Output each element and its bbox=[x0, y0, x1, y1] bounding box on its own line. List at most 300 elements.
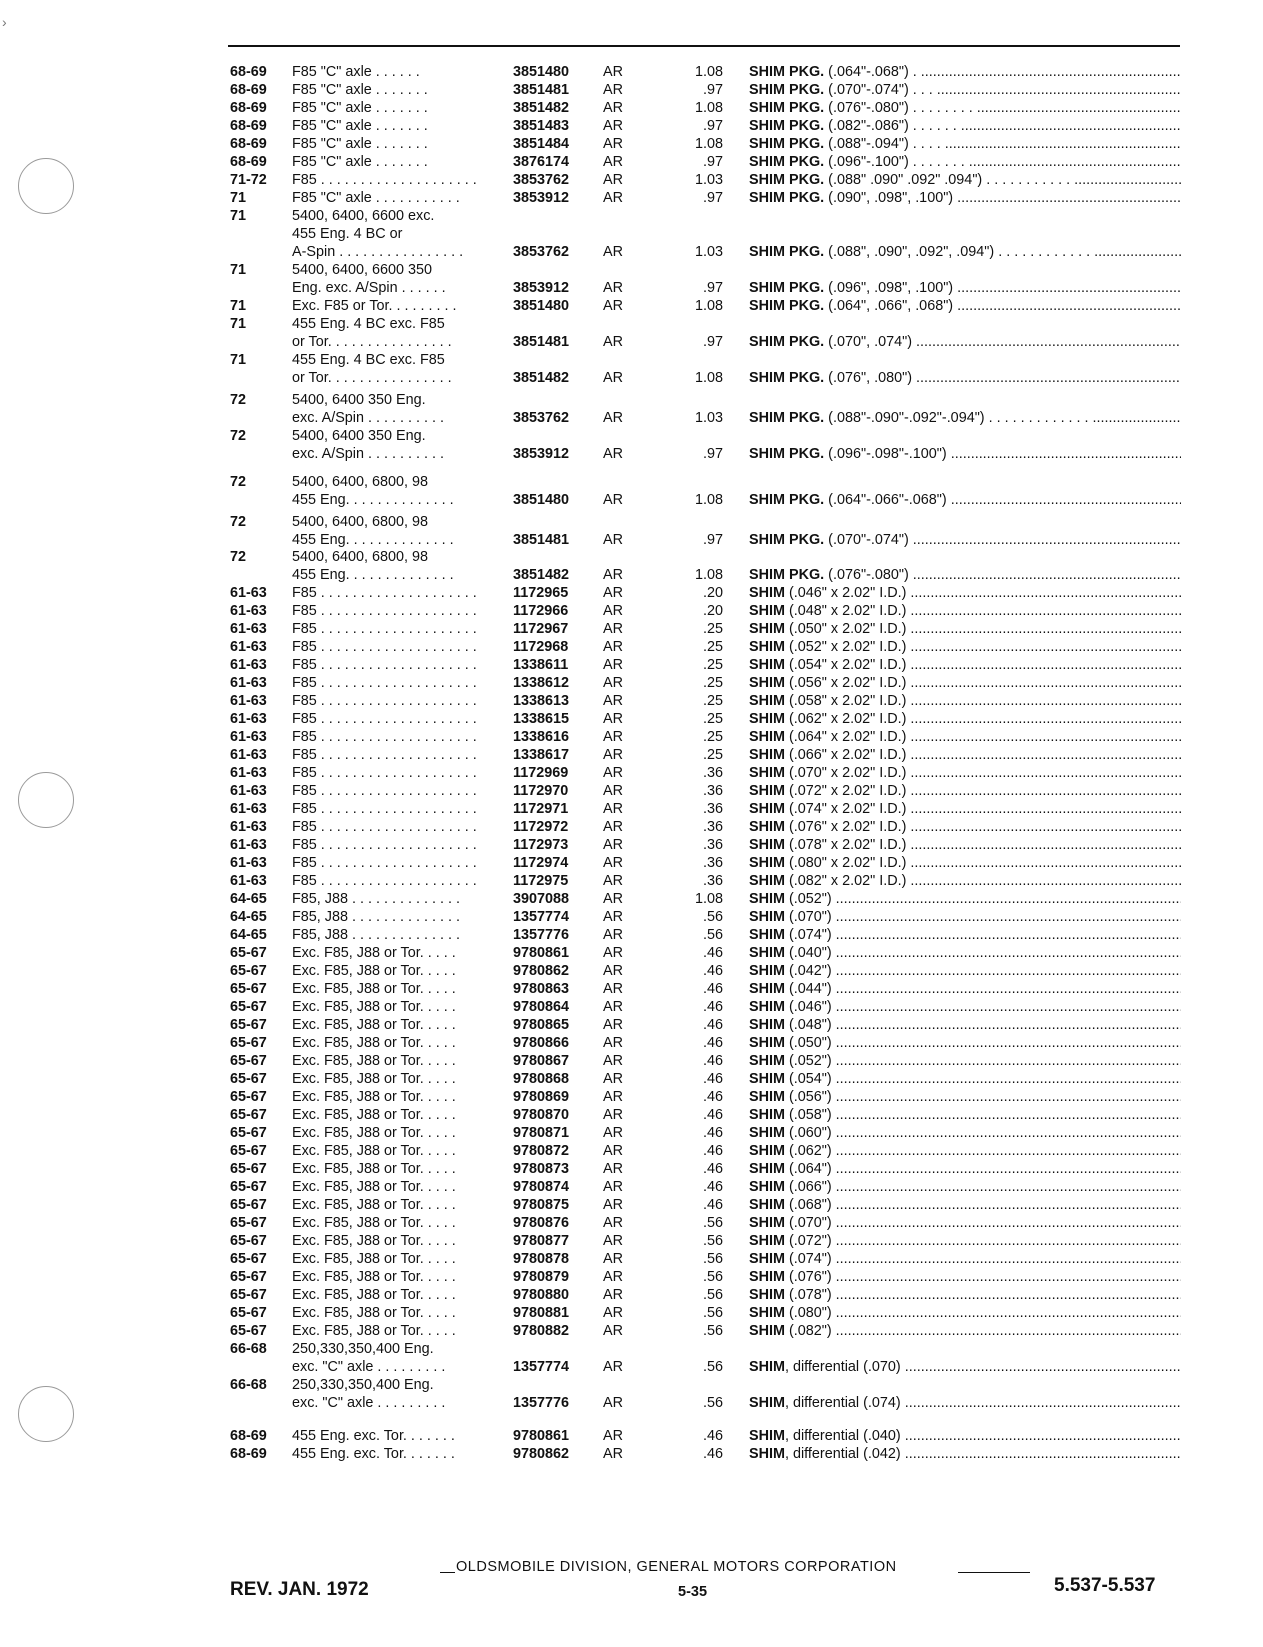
unit: AR bbox=[603, 532, 623, 548]
model-year: 65-67 bbox=[230, 1017, 267, 1033]
application: Exc. F85 or Tor. . . . . . . . . bbox=[292, 298, 457, 314]
unit: AR bbox=[603, 154, 623, 170]
description-detail: (.076"-.080") . . . . . . . . ..... bbox=[824, 100, 1181, 116]
price: .97 bbox=[702, 532, 723, 548]
price: .46 bbox=[702, 981, 723, 997]
description bbox=[749, 1016, 1181, 1034]
description-detail: (.096", .098", .100") ..... bbox=[824, 280, 1181, 296]
description-label: SHIM bbox=[749, 1161, 785, 1177]
description-detail: (.070" x 2.02" I.D.) ..... bbox=[785, 765, 1181, 781]
description-detail: (.048" x 2.02" I.D.) ..... bbox=[785, 603, 1181, 619]
description-label: SHIM PKG. bbox=[749, 370, 825, 386]
description-label: SHIM bbox=[749, 927, 785, 943]
price: .56 bbox=[702, 909, 723, 925]
application: F85 . . . . . . . . . . . . . . . . . . . . bbox=[292, 693, 477, 709]
description bbox=[749, 854, 1181, 872]
description-detail: (.088"-.090"-.092"-.094") . . . . . . . . . . . . . ..... bbox=[824, 410, 1181, 426]
part-number: 3853912 bbox=[513, 280, 570, 296]
unit: AR bbox=[603, 567, 623, 583]
part-number: 1172971 bbox=[513, 801, 569, 817]
model-year: 65-67 bbox=[230, 1035, 267, 1051]
unit: AR bbox=[603, 639, 623, 655]
description bbox=[749, 1445, 1181, 1463]
unit: AR bbox=[603, 446, 623, 462]
application: or Tor. . . . . . . . . . . . . . . . bbox=[292, 334, 452, 350]
price: .97 bbox=[702, 280, 723, 296]
model-year: 71 bbox=[230, 208, 247, 224]
description-detail: (.064", .066", .068") ..... bbox=[824, 298, 1181, 314]
unit: AR bbox=[603, 837, 623, 853]
description-detail: (.066") ..... bbox=[785, 1179, 1181, 1195]
application: F85 . . . . . . . . . . . . . . . . . . . . bbox=[292, 639, 477, 655]
description-label: SHIM bbox=[749, 1179, 785, 1195]
model-year: 72 bbox=[230, 428, 247, 444]
price: .36 bbox=[702, 801, 723, 817]
application: F85 "C" axle . . . . . . . . . . . bbox=[292, 190, 460, 206]
description-label: SHIM bbox=[749, 747, 785, 763]
model-year: 72 bbox=[230, 392, 247, 408]
description-detail: (.078" x 2.02" I.D.) ..... bbox=[785, 837, 1181, 853]
application: F85 "C" axle . . . . . . . bbox=[292, 118, 428, 134]
description-label: SHIM bbox=[749, 1269, 785, 1285]
part-number: 9780882 bbox=[513, 1323, 570, 1339]
description-label: SHIM bbox=[749, 1287, 785, 1303]
model-year: 64-65 bbox=[230, 909, 267, 925]
model-year: 71 bbox=[230, 316, 247, 332]
application: Exc. F85, J88 or Tor. . . . . bbox=[292, 981, 456, 997]
price: .25 bbox=[702, 693, 723, 709]
description-label: SHIM bbox=[749, 1251, 785, 1267]
description-label: SHIM bbox=[749, 801, 785, 817]
description-label: SHIM bbox=[749, 963, 785, 979]
application: F85 . . . . . . . . . . . . . . . . . . . . bbox=[292, 837, 477, 853]
model-year: 65-67 bbox=[230, 1197, 267, 1213]
description-detail: (.068") ..... bbox=[785, 1197, 1181, 1213]
unit: AR bbox=[603, 1428, 623, 1444]
footer-corporation: OLDSMOBILE DIVISION, GENERAL MOTORS CORPORATION bbox=[456, 1559, 897, 1575]
model-year: 65-67 bbox=[230, 1215, 267, 1231]
price: .46 bbox=[702, 999, 723, 1015]
price: .56 bbox=[702, 927, 723, 943]
unit: AR bbox=[603, 190, 623, 206]
unit: AR bbox=[603, 675, 623, 691]
application: F85 . . . . . . . . . . . . . . . . . . . . bbox=[292, 747, 477, 763]
description-detail: (.088", .090", .092", .094") . . . . . . . . . . . . ..... bbox=[824, 244, 1181, 260]
description-label: SHIM bbox=[749, 693, 785, 709]
price: .25 bbox=[702, 747, 723, 763]
application: F85 . . . . . . . . . . . . . . . . . . . . bbox=[292, 783, 477, 799]
part-number: 1172975 bbox=[513, 873, 569, 889]
model-year: 68-69 bbox=[230, 64, 267, 80]
description-detail: (.080" x 2.02" I.D.) ..... bbox=[785, 855, 1181, 871]
unit: AR bbox=[603, 136, 623, 152]
price: .46 bbox=[702, 1071, 723, 1087]
footer-revision: REV. JAN. 1972 bbox=[230, 1579, 369, 1600]
application: 5400, 6400 350 Eng. bbox=[292, 392, 426, 408]
description-detail: (.054" x 2.02" I.D.) ..... bbox=[785, 657, 1181, 673]
part-number: 9780861 bbox=[513, 1428, 570, 1444]
model-year: 65-67 bbox=[230, 1251, 267, 1267]
description-label: SHIM bbox=[749, 621, 785, 637]
description-label: SHIM bbox=[749, 1323, 785, 1339]
part-number: 1172973 bbox=[513, 837, 569, 853]
footer-rule-left bbox=[440, 1572, 455, 1573]
description-detail: (.082") ..... bbox=[785, 1323, 1181, 1339]
part-number: 9780880 bbox=[513, 1287, 570, 1303]
application: F85 . . . . . . . . . . . . . . . . . . . . bbox=[292, 765, 477, 781]
unit: AR bbox=[603, 1305, 623, 1321]
price: .97 bbox=[702, 82, 723, 98]
application: Exc. F85, J88 or Tor. . . . . bbox=[292, 1143, 456, 1159]
description-detail: (.062") ..... bbox=[785, 1143, 1181, 1159]
unit: AR bbox=[603, 747, 623, 763]
description-label: SHIM PKG. bbox=[749, 567, 825, 583]
description-label: SHIM bbox=[749, 1035, 785, 1051]
description-detail: , differential (.042) ..... bbox=[785, 1446, 1181, 1462]
description-detail: (.062" x 2.02" I.D.) ..... bbox=[785, 711, 1181, 727]
unit: AR bbox=[603, 1287, 623, 1303]
application: Exc. F85, J88 or Tor. . . . . bbox=[292, 1053, 456, 1069]
description bbox=[749, 1304, 1181, 1322]
description bbox=[749, 620, 1181, 638]
application: F85 "C" axle . . . . . . . bbox=[292, 100, 428, 116]
unit: AR bbox=[603, 1359, 623, 1375]
price: .46 bbox=[702, 1179, 723, 1195]
description-detail: (.064"-.068") . ..... bbox=[824, 64, 1181, 80]
model-year: 65-67 bbox=[230, 1053, 267, 1069]
model-year: 61-63 bbox=[230, 819, 267, 835]
application: F85 . . . . . . . . . . . . . . . . . . . . bbox=[292, 855, 477, 871]
unit: AR bbox=[603, 64, 623, 80]
application: F85 . . . . . . . . . . . . . . . . . . . . bbox=[292, 585, 477, 601]
description-label: SHIM PKG. bbox=[749, 298, 825, 314]
description bbox=[749, 728, 1181, 746]
application: exc. "C" axle . . . . . . . . . bbox=[292, 1395, 446, 1411]
part-number: 3851484 bbox=[513, 136, 570, 152]
price: .36 bbox=[702, 783, 723, 799]
model-year: 65-67 bbox=[230, 981, 267, 997]
description bbox=[749, 297, 1181, 315]
application: 455 Eng. 4 BC or bbox=[292, 226, 403, 242]
unit: AR bbox=[603, 118, 623, 134]
part-number: 9780878 bbox=[513, 1251, 570, 1267]
description bbox=[749, 908, 1181, 926]
price: 1.08 bbox=[694, 891, 723, 907]
price: .56 bbox=[702, 1251, 723, 1267]
description-detail: (.070") ..... bbox=[785, 1215, 1181, 1231]
price: 1.08 bbox=[694, 100, 723, 116]
description-detail: (.080") ..... bbox=[785, 1305, 1181, 1321]
part-number: 9780881 bbox=[513, 1305, 570, 1321]
part-number: 1357776 bbox=[513, 927, 570, 943]
model-year: 72 bbox=[230, 514, 247, 530]
part-number: 3851482 bbox=[513, 370, 570, 386]
description-detail: (.070", .074") ..... bbox=[824, 334, 1181, 350]
unit: AR bbox=[603, 693, 623, 709]
application: F85 . . . . . . . . . . . . . . . . . . . . bbox=[292, 711, 477, 727]
description-label: SHIM PKG. bbox=[749, 532, 825, 548]
unit: AR bbox=[603, 1089, 623, 1105]
price: .46 bbox=[702, 1053, 723, 1069]
unit: AR bbox=[603, 891, 623, 907]
description-detail: , differential (.040) ..... bbox=[785, 1428, 1181, 1444]
description-label: SHIM bbox=[749, 855, 785, 871]
description-label: SHIM PKG. bbox=[749, 82, 825, 98]
description-detail: (.088"-.094") . . . . ..... bbox=[824, 136, 1181, 152]
description bbox=[749, 117, 1181, 135]
description-label: SHIM bbox=[749, 1359, 785, 1375]
application: Exc. F85, J88 or Tor. . . . . bbox=[292, 945, 456, 961]
model-year: 61-63 bbox=[230, 693, 267, 709]
part-number: 1357776 bbox=[513, 1395, 570, 1411]
unit: AR bbox=[603, 819, 623, 835]
model-year: 65-67 bbox=[230, 945, 267, 961]
description-detail: (.050") ..... bbox=[785, 1035, 1181, 1051]
part-number: 9780876 bbox=[513, 1215, 570, 1231]
description-label: SHIM PKG. bbox=[749, 280, 825, 296]
description-detail: (.070"-.074") ..... bbox=[824, 532, 1181, 548]
part-number: 3853762 bbox=[513, 172, 570, 188]
price: .36 bbox=[702, 873, 723, 889]
model-year: 65-67 bbox=[230, 963, 267, 979]
description bbox=[749, 1160, 1181, 1178]
description-detail: (.056") ..... bbox=[785, 1089, 1181, 1105]
description bbox=[749, 710, 1181, 728]
unit: AR bbox=[603, 1143, 623, 1159]
description-label: SHIM bbox=[749, 729, 785, 745]
description-detail: (.066" x 2.02" I.D.) ..... bbox=[785, 747, 1181, 763]
application: F85 . . . . . . . . . . . . . . . . . . . . bbox=[292, 172, 477, 188]
description bbox=[749, 1232, 1181, 1250]
description-label: SHIM bbox=[749, 909, 785, 925]
price: .46 bbox=[702, 1428, 723, 1444]
application: Exc. F85, J88 or Tor. . . . . bbox=[292, 1269, 456, 1285]
application: Exc. F85, J88 or Tor. . . . . bbox=[292, 1197, 456, 1213]
model-year: 65-67 bbox=[230, 1269, 267, 1285]
part-number: 1338613 bbox=[513, 693, 570, 709]
application: F85 "C" axle . . . . . . . bbox=[292, 136, 428, 152]
model-year: 72 bbox=[230, 549, 247, 565]
part-number: 1338616 bbox=[513, 729, 570, 745]
description-label: SHIM bbox=[749, 675, 785, 691]
description bbox=[749, 782, 1181, 800]
part-number: 9780864 bbox=[513, 999, 570, 1015]
description-label: SHIM bbox=[749, 1107, 785, 1123]
description-label: SHIM bbox=[749, 1446, 785, 1462]
unit: AR bbox=[603, 172, 623, 188]
application: Exc. F85, J88 or Tor. . . . . bbox=[292, 1071, 456, 1087]
application: 5400, 6400, 6800, 98 bbox=[292, 549, 429, 565]
application: Exc. F85, J88 or Tor. . . . . bbox=[292, 1161, 456, 1177]
part-number: 3907088 bbox=[513, 891, 570, 907]
part-number: 9780872 bbox=[513, 1143, 570, 1159]
description bbox=[749, 944, 1181, 962]
unit: AR bbox=[603, 621, 623, 637]
description-label: SHIM PKG. bbox=[749, 100, 825, 116]
application: F85, J88 . . . . . . . . . . . . . . bbox=[292, 909, 460, 925]
part-number: 3853762 bbox=[513, 244, 570, 260]
description bbox=[749, 1286, 1181, 1304]
part-number: 1172974 bbox=[513, 855, 569, 871]
description-detail: (.088" .090" .092" .094") . . . . . . . . . . . ..... bbox=[824, 172, 1181, 188]
part-number: 1357774 bbox=[513, 1359, 570, 1375]
description-detail: (.042") ..... bbox=[785, 963, 1181, 979]
description bbox=[749, 656, 1181, 674]
unit: AR bbox=[603, 1035, 623, 1051]
price: .25 bbox=[702, 711, 723, 727]
price: 1.03 bbox=[694, 410, 723, 426]
application: Exc. F85, J88 or Tor. . . . . bbox=[292, 1089, 456, 1105]
application: Exc. F85, J88 or Tor. . . . . bbox=[292, 1125, 456, 1141]
model-year: 68-69 bbox=[230, 118, 267, 134]
description bbox=[749, 566, 1181, 584]
unit: AR bbox=[603, 1179, 623, 1195]
description bbox=[749, 81, 1181, 99]
model-year: 61-63 bbox=[230, 639, 267, 655]
description-detail: (.074") ..... bbox=[785, 927, 1181, 943]
price: .46 bbox=[702, 1197, 723, 1213]
description bbox=[749, 980, 1181, 998]
model-year: 61-63 bbox=[230, 783, 267, 799]
description bbox=[749, 800, 1181, 818]
part-number: 9780877 bbox=[513, 1233, 570, 1249]
part-number: 3853762 bbox=[513, 410, 570, 426]
description bbox=[749, 1124, 1181, 1142]
description bbox=[749, 1250, 1181, 1268]
part-number: 9780869 bbox=[513, 1089, 570, 1105]
description-detail: (.082" x 2.02" I.D.) ..... bbox=[785, 873, 1181, 889]
application: 455 Eng. . . . . . . . . . . . . . bbox=[292, 492, 454, 508]
application: F85 . . . . . . . . . . . . . . . . . . . . bbox=[292, 603, 477, 619]
description-detail: (.076") ..... bbox=[785, 1269, 1181, 1285]
part-number: 1172967 bbox=[513, 621, 569, 637]
model-year: 71 bbox=[230, 298, 247, 314]
description-label: SHIM PKG. bbox=[749, 136, 825, 152]
description bbox=[749, 153, 1181, 171]
description bbox=[749, 1358, 1181, 1376]
description-detail: (.076" x 2.02" I.D.) ..... bbox=[785, 819, 1181, 835]
unit: AR bbox=[603, 873, 623, 889]
description bbox=[749, 171, 1181, 189]
model-year: 68-69 bbox=[230, 154, 267, 170]
description bbox=[749, 836, 1181, 854]
model-year: 61-63 bbox=[230, 621, 267, 637]
unit: AR bbox=[603, 909, 623, 925]
description-label: SHIM bbox=[749, 1089, 785, 1105]
price: .56 bbox=[702, 1287, 723, 1303]
model-year: 61-63 bbox=[230, 837, 267, 853]
description-label: SHIM bbox=[749, 765, 785, 781]
part-number: 9780868 bbox=[513, 1071, 570, 1087]
description bbox=[749, 189, 1181, 207]
price: 1.03 bbox=[694, 244, 723, 260]
description-label: SHIM bbox=[749, 639, 785, 655]
price: 1.08 bbox=[694, 298, 723, 314]
application: Exc. F85, J88 or Tor. . . . . bbox=[292, 1215, 456, 1231]
footer-rule-right bbox=[958, 1572, 1030, 1573]
model-year: 65-67 bbox=[230, 1125, 267, 1141]
description bbox=[749, 584, 1181, 602]
unit: AR bbox=[603, 1107, 623, 1123]
model-year: 61-63 bbox=[230, 729, 267, 745]
price: .46 bbox=[702, 945, 723, 961]
application: F85 . . . . . . . . . . . . . . . . . . . . bbox=[292, 873, 477, 889]
description-detail: (.046" x 2.02" I.D.) ..... bbox=[785, 585, 1181, 601]
model-year: 65-67 bbox=[230, 1071, 267, 1087]
description-detail: (.096"-.098"-.100") ..... bbox=[824, 446, 1181, 462]
price: .46 bbox=[702, 963, 723, 979]
unit: AR bbox=[603, 945, 623, 961]
price: .56 bbox=[702, 1305, 723, 1321]
unit: AR bbox=[603, 1215, 623, 1231]
description-detail: (.056" x 2.02" I.D.) ..... bbox=[785, 675, 1181, 691]
unit: AR bbox=[603, 765, 623, 781]
price: .36 bbox=[702, 819, 723, 835]
application: Exc. F85, J88 or Tor. . . . . bbox=[292, 1017, 456, 1033]
part-number: 3853912 bbox=[513, 190, 570, 206]
description bbox=[749, 1214, 1181, 1232]
part-number: 1338612 bbox=[513, 675, 570, 691]
model-year: 68-69 bbox=[230, 136, 267, 152]
model-year: 61-63 bbox=[230, 675, 267, 691]
model-year: 71 bbox=[230, 352, 247, 368]
application: F85 "C" axle . . . . . . . bbox=[292, 154, 428, 170]
description-label: SHIM bbox=[749, 1053, 785, 1069]
application: F85 . . . . . . . . . . . . . . . . . . . . bbox=[292, 819, 477, 835]
part-number: 9780875 bbox=[513, 1197, 570, 1213]
price: .46 bbox=[702, 1125, 723, 1141]
price: .46 bbox=[702, 1089, 723, 1105]
price: .20 bbox=[702, 603, 723, 619]
unit: AR bbox=[603, 657, 623, 673]
description-label: SHIM PKG. bbox=[749, 446, 825, 462]
model-year: 61-63 bbox=[230, 603, 267, 619]
model-year: 72 bbox=[230, 474, 247, 490]
application: Exc. F85, J88 or Tor. . . . . bbox=[292, 1251, 456, 1267]
description-label: SHIM bbox=[749, 837, 785, 853]
model-year: 65-67 bbox=[230, 1305, 267, 1321]
model-year: 65-67 bbox=[230, 1179, 267, 1195]
part-number: 1172968 bbox=[513, 639, 569, 655]
part-number: 3851482 bbox=[513, 100, 570, 116]
part-number: 3851481 bbox=[513, 82, 570, 98]
price: 1.08 bbox=[694, 64, 723, 80]
price: .97 bbox=[702, 334, 723, 350]
part-number: 9780863 bbox=[513, 981, 570, 997]
model-year: 61-63 bbox=[230, 747, 267, 763]
unit: AR bbox=[603, 585, 623, 601]
description bbox=[749, 692, 1181, 710]
part-number: 9780865 bbox=[513, 1017, 570, 1033]
price: 1.08 bbox=[694, 567, 723, 583]
price: .56 bbox=[702, 1323, 723, 1339]
unit: AR bbox=[603, 1161, 623, 1177]
description-label: SHIM bbox=[749, 999, 785, 1015]
price: .46 bbox=[702, 1107, 723, 1123]
part-number: 9780871 bbox=[513, 1125, 570, 1141]
part-number: 9780873 bbox=[513, 1161, 570, 1177]
unit: AR bbox=[603, 783, 623, 799]
description-detail: (.076", .080") ..... bbox=[824, 370, 1181, 386]
unit: AR bbox=[603, 603, 623, 619]
price: .97 bbox=[702, 118, 723, 134]
price: .46 bbox=[702, 1035, 723, 1051]
model-year: 66-68 bbox=[230, 1377, 267, 1393]
description-detail: (.048") ..... bbox=[785, 1017, 1181, 1033]
description-detail: (.040") ..... bbox=[785, 945, 1181, 961]
description-detail: (.060") ..... bbox=[785, 1125, 1181, 1141]
description bbox=[749, 1196, 1181, 1214]
